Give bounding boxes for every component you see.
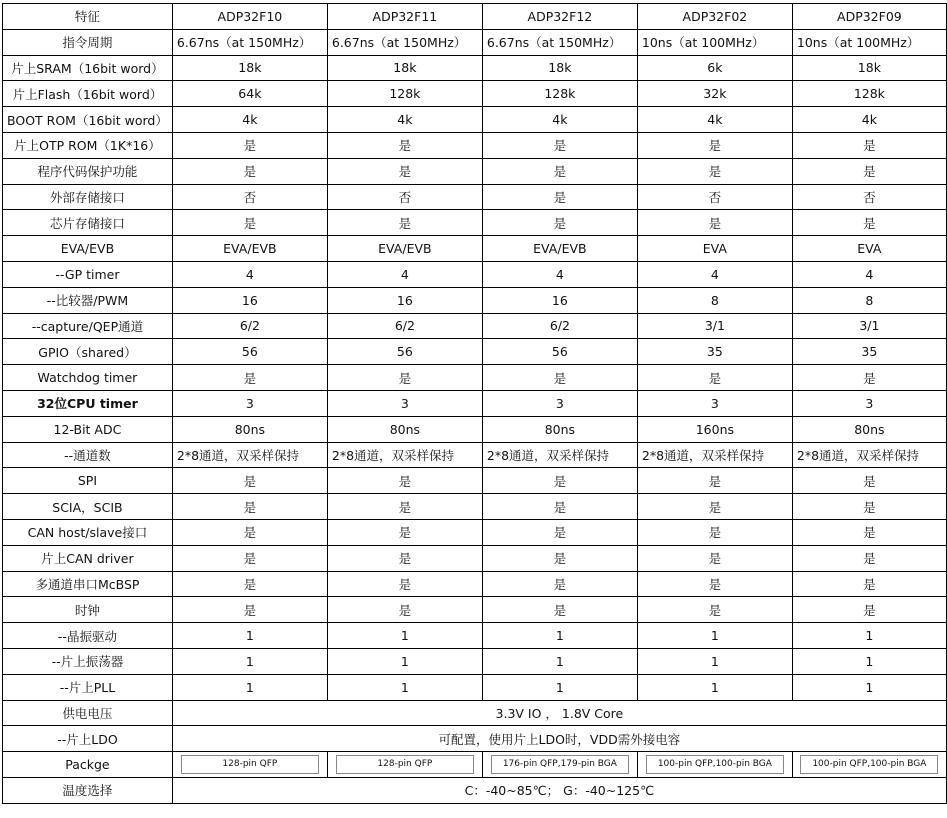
value-cell: 56 bbox=[327, 339, 482, 365]
table-row bbox=[3, 287, 947, 313]
value-cell: 10ns（at 100MHz） bbox=[637, 29, 792, 55]
table-row bbox=[3, 777, 947, 803]
table-row bbox=[3, 132, 947, 158]
feature-label: --capture/QEP通道 bbox=[3, 313, 173, 339]
value-cell: 是 bbox=[172, 365, 327, 391]
table-row bbox=[3, 519, 947, 545]
feature-label: 片上Flash（16bit word） bbox=[3, 81, 173, 107]
value-cell: 1 bbox=[172, 674, 327, 700]
value-cell: 64k bbox=[172, 81, 327, 107]
value-cell: 4k bbox=[637, 107, 792, 133]
value-cell: 6.67ns（at 150MHz） bbox=[327, 29, 482, 55]
value-cell: 是 bbox=[327, 597, 482, 623]
value-cell: 是 bbox=[792, 158, 946, 184]
table-row bbox=[3, 442, 947, 468]
table-row bbox=[3, 597, 947, 623]
value-cell: 否 bbox=[637, 184, 792, 210]
value-cell: 是 bbox=[172, 468, 327, 494]
value-cell: 是 bbox=[482, 597, 637, 623]
value-cell: 是 bbox=[482, 545, 637, 571]
value-cell: 128k bbox=[327, 81, 482, 107]
value-cell: 18k bbox=[172, 55, 327, 81]
table-row bbox=[3, 158, 947, 184]
value-cell: 18k bbox=[482, 55, 637, 81]
value-cell: EVA bbox=[792, 236, 946, 262]
package-cell bbox=[637, 752, 792, 778]
value-cell: 1 bbox=[792, 648, 946, 674]
value-cell: 2*8通道，双采样保持 bbox=[637, 442, 792, 468]
feature-label: --片上PLL bbox=[3, 674, 173, 700]
value-cell: 3 bbox=[327, 390, 482, 416]
table-row bbox=[3, 313, 947, 339]
header-adp32f09: ADP32F09 bbox=[792, 4, 946, 30]
value-cell: 是 bbox=[482, 132, 637, 158]
value-cell: 6.67ns（at 150MHz） bbox=[482, 29, 637, 55]
value-cell: 3/1 bbox=[792, 313, 946, 339]
value-cell: 是 bbox=[482, 365, 637, 391]
feature-label: GPIO（shared） bbox=[3, 339, 173, 365]
value-cell: 4k bbox=[327, 107, 482, 133]
value-cell: 56 bbox=[482, 339, 637, 365]
value-cell: 是 bbox=[482, 519, 637, 545]
value-cell: 是 bbox=[637, 132, 792, 158]
value-cell: 是 bbox=[172, 494, 327, 520]
header-adp32f11: ADP32F11 bbox=[327, 4, 482, 30]
feature-label: 指令周期 bbox=[3, 29, 173, 55]
value-cell: 是 bbox=[327, 468, 482, 494]
merged-value-cell: 可配置，使用片上LDO时，VDD需外接电容 bbox=[172, 726, 946, 752]
value-cell: 是 bbox=[327, 365, 482, 391]
value-cell: 35 bbox=[792, 339, 946, 365]
feature-label: --比较器/PWM bbox=[3, 287, 173, 313]
value-cell: 1 bbox=[637, 623, 792, 649]
value-cell: 是 bbox=[172, 158, 327, 184]
value-cell: 6/2 bbox=[327, 313, 482, 339]
feature-label: Packge bbox=[3, 752, 173, 778]
value-cell: 1 bbox=[482, 623, 637, 649]
package-cell bbox=[792, 752, 946, 778]
value-cell: EVA bbox=[637, 236, 792, 262]
value-cell: 10ns（at 100MHz） bbox=[792, 29, 946, 55]
value-cell: 1 bbox=[172, 623, 327, 649]
value-cell: 1 bbox=[172, 648, 327, 674]
value-cell: 8 bbox=[637, 287, 792, 313]
value-cell: 是 bbox=[792, 365, 946, 391]
value-cell: 是 bbox=[637, 158, 792, 184]
value-cell: 80ns bbox=[172, 416, 327, 442]
value-cell: 是 bbox=[637, 519, 792, 545]
header-adp32f02: ADP32F02 bbox=[637, 4, 792, 30]
value-cell: 是 bbox=[172, 545, 327, 571]
value-cell: 2*8通道，双采样保持 bbox=[482, 442, 637, 468]
value-cell: 是 bbox=[327, 158, 482, 184]
package-cell bbox=[172, 752, 327, 778]
value-cell: 4 bbox=[792, 261, 946, 287]
value-cell: 是 bbox=[327, 494, 482, 520]
package-label: 176-pin QFP,179-pin BGA bbox=[491, 755, 629, 774]
header-adp32f12: ADP32F12 bbox=[482, 4, 637, 30]
value-cell: 是 bbox=[172, 132, 327, 158]
value-cell: 6/2 bbox=[172, 313, 327, 339]
value-cell: 1 bbox=[327, 648, 482, 674]
package-label: 128-pin QFP bbox=[336, 755, 474, 774]
value-cell: 32k bbox=[637, 81, 792, 107]
value-cell: 是 bbox=[792, 210, 946, 236]
feature-label: 12-Bit ADC bbox=[3, 416, 173, 442]
table-row bbox=[3, 468, 947, 494]
value-cell: 6.67ns（at 150MHz） bbox=[172, 29, 327, 55]
value-cell: 6/2 bbox=[482, 313, 637, 339]
feature-label: --通道数 bbox=[3, 442, 173, 468]
value-cell: 是 bbox=[792, 468, 946, 494]
value-cell: 是 bbox=[327, 545, 482, 571]
value-cell: 1 bbox=[637, 674, 792, 700]
value-cell: 是 bbox=[792, 494, 946, 520]
table-row bbox=[3, 571, 947, 597]
feature-label: EVA/EVB bbox=[3, 236, 173, 262]
value-cell: 是 bbox=[482, 571, 637, 597]
feature-label: 片上OTP ROM（1K*16） bbox=[3, 132, 173, 158]
value-cell: 是 bbox=[172, 597, 327, 623]
value-cell: 6k bbox=[637, 55, 792, 81]
table-row bbox=[3, 390, 947, 416]
table-row bbox=[3, 648, 947, 674]
value-cell: 是 bbox=[637, 545, 792, 571]
value-cell: 4 bbox=[327, 261, 482, 287]
value-cell: 是 bbox=[327, 132, 482, 158]
table-row bbox=[3, 365, 947, 391]
value-cell: 1 bbox=[327, 674, 482, 700]
value-cell: 80ns bbox=[792, 416, 946, 442]
value-cell: 4k bbox=[482, 107, 637, 133]
feature-label: 程序代码保护功能 bbox=[3, 158, 173, 184]
header-feature: 特征 bbox=[3, 4, 173, 30]
package-cell bbox=[327, 752, 482, 778]
value-cell: 是 bbox=[637, 571, 792, 597]
value-cell: 80ns bbox=[482, 416, 637, 442]
table-row bbox=[3, 494, 947, 520]
value-cell: 35 bbox=[637, 339, 792, 365]
merged-value-cell: 3.3V IO ， 1.8V Core bbox=[172, 700, 946, 726]
value-cell: 是 bbox=[637, 494, 792, 520]
feature-label: 芯片存储接口 bbox=[3, 210, 173, 236]
feature-label: SPI bbox=[3, 468, 173, 494]
value-cell: 128k bbox=[482, 81, 637, 107]
table-row bbox=[3, 210, 947, 236]
value-cell: 2*8通道，双采样保持 bbox=[792, 442, 946, 468]
value-cell: 2*8通道，双采样保持 bbox=[172, 442, 327, 468]
table-row bbox=[3, 700, 947, 726]
value-cell: 1 bbox=[327, 623, 482, 649]
value-cell: 3 bbox=[792, 390, 946, 416]
value-cell: 3 bbox=[637, 390, 792, 416]
feature-label: SCIA，SCIB bbox=[3, 494, 173, 520]
feature-label: --片上振荡器 bbox=[3, 648, 173, 674]
table-row bbox=[3, 726, 947, 752]
value-cell: 否 bbox=[792, 184, 946, 210]
table-row bbox=[3, 623, 947, 649]
feature-label: 片上CAN driver bbox=[3, 545, 173, 571]
value-cell: 16 bbox=[327, 287, 482, 313]
feature-label: 片上SRAM（16bit word） bbox=[3, 55, 173, 81]
value-cell: 4k bbox=[172, 107, 327, 133]
feature-label: Watchdog timer bbox=[3, 365, 173, 391]
feature-label: --晶振驱动 bbox=[3, 623, 173, 649]
feature-label: --GP timer bbox=[3, 261, 173, 287]
table-row bbox=[3, 416, 947, 442]
value-cell: 是 bbox=[637, 365, 792, 391]
value-cell: 1 bbox=[637, 648, 792, 674]
value-cell: 是 bbox=[637, 468, 792, 494]
value-cell: 是 bbox=[482, 494, 637, 520]
value-cell: 18k bbox=[792, 55, 946, 81]
value-cell: 否 bbox=[172, 184, 327, 210]
value-cell: 是 bbox=[172, 210, 327, 236]
value-cell: 是 bbox=[327, 571, 482, 597]
value-cell: 是 bbox=[172, 519, 327, 545]
value-cell: 是 bbox=[792, 519, 946, 545]
value-cell: 1 bbox=[792, 674, 946, 700]
value-cell: 3/1 bbox=[637, 313, 792, 339]
value-cell: 是 bbox=[792, 545, 946, 571]
table-row bbox=[3, 261, 947, 287]
feature-label: 多通道串口McBSP bbox=[3, 571, 173, 597]
feature-label: 32位CPU timer bbox=[3, 390, 173, 416]
merged-value-cell: C：-40~85℃； G：-40~125℃ bbox=[172, 777, 946, 803]
table-row bbox=[3, 545, 947, 571]
value-cell: 8 bbox=[792, 287, 946, 313]
value-cell: 16 bbox=[482, 287, 637, 313]
table-row bbox=[3, 752, 947, 778]
package-label: 100-pin QFP,100-pin BGA bbox=[646, 755, 784, 774]
value-cell: 是 bbox=[327, 519, 482, 545]
package-cell bbox=[482, 752, 637, 778]
package-label: 128-pin QFP bbox=[181, 755, 319, 774]
package-label: 100-pin QFP,100-pin BGA bbox=[800, 755, 938, 774]
header-row bbox=[3, 4, 947, 30]
value-cell: 是 bbox=[792, 597, 946, 623]
value-cell: 1 bbox=[482, 648, 637, 674]
table-body bbox=[3, 29, 947, 803]
value-cell: 4 bbox=[172, 261, 327, 287]
value-cell: 3 bbox=[482, 390, 637, 416]
value-cell: 4k bbox=[792, 107, 946, 133]
feature-label: CAN host/slave接口 bbox=[3, 519, 173, 545]
value-cell: EVA/EVB bbox=[172, 236, 327, 262]
value-cell: EVA/EVB bbox=[327, 236, 482, 262]
value-cell: 56 bbox=[172, 339, 327, 365]
value-cell: 是 bbox=[637, 210, 792, 236]
value-cell: 3 bbox=[172, 390, 327, 416]
feature-label: --片上LDO bbox=[3, 726, 173, 752]
value-cell: 是 bbox=[482, 158, 637, 184]
value-cell: EVA/EVB bbox=[482, 236, 637, 262]
value-cell: 是 bbox=[482, 468, 637, 494]
value-cell: 1 bbox=[482, 674, 637, 700]
value-cell: 2*8通道，双采样保持 bbox=[327, 442, 482, 468]
table-row bbox=[3, 81, 947, 107]
feature-label: 时钟 bbox=[3, 597, 173, 623]
value-cell: 80ns bbox=[327, 416, 482, 442]
value-cell: 是 bbox=[792, 132, 946, 158]
feature-label: 供电电压 bbox=[3, 700, 173, 726]
table-row bbox=[3, 184, 947, 210]
value-cell: 1 bbox=[792, 623, 946, 649]
value-cell: 4 bbox=[482, 261, 637, 287]
value-cell: 16 bbox=[172, 287, 327, 313]
value-cell: 是 bbox=[482, 210, 637, 236]
feature-label: BOOT ROM（16bit word） bbox=[3, 107, 173, 133]
value-cell: 18k bbox=[327, 55, 482, 81]
value-cell: 是 bbox=[327, 210, 482, 236]
value-cell: 是 bbox=[637, 597, 792, 623]
value-cell: 是 bbox=[792, 571, 946, 597]
table-row bbox=[3, 55, 947, 81]
table-row bbox=[3, 236, 947, 262]
value-cell: 是 bbox=[172, 571, 327, 597]
feature-comparison-table bbox=[2, 3, 947, 804]
table-row bbox=[3, 339, 947, 365]
value-cell: 否 bbox=[327, 184, 482, 210]
value-cell: 128k bbox=[792, 81, 946, 107]
feature-label: 温度选择 bbox=[3, 777, 173, 803]
table-row bbox=[3, 674, 947, 700]
value-cell: 4 bbox=[637, 261, 792, 287]
value-cell: 是 bbox=[482, 184, 637, 210]
feature-label: 外部存储接口 bbox=[3, 184, 173, 210]
value-cell: 160ns bbox=[637, 416, 792, 442]
table-row bbox=[3, 107, 947, 133]
header-adp32f10: ADP32F10 bbox=[172, 4, 327, 30]
table-row bbox=[3, 29, 947, 55]
